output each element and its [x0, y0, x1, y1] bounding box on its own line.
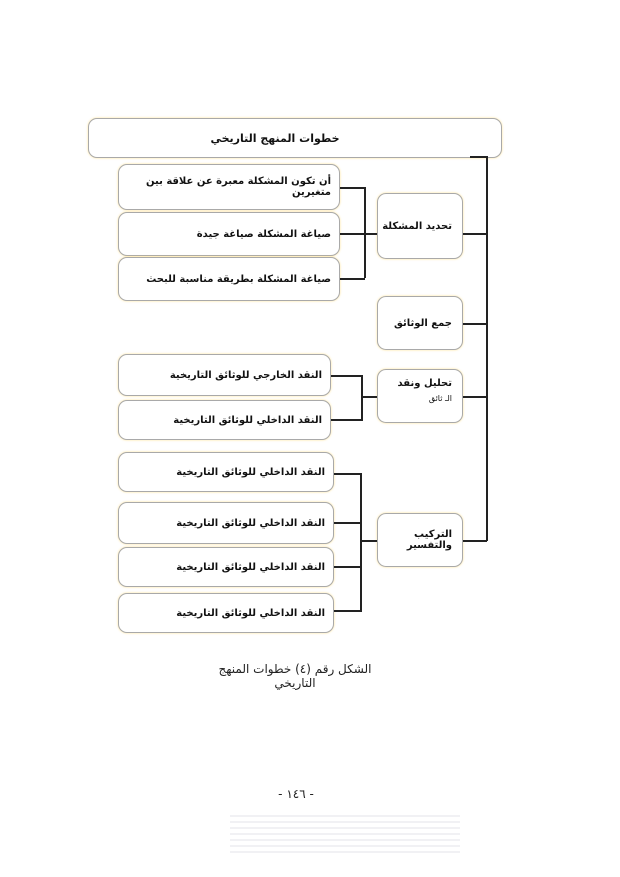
problem-item-text: صياغة المشكلة بطريقة مناسبة للبحث [146, 273, 331, 285]
connector-title-to-trunk [470, 156, 488, 158]
problem-item [118, 257, 340, 301]
page-number: - ١٤٦ - [278, 787, 314, 801]
connector-synthesis-item [334, 522, 361, 524]
synthesis-item-text: النقد الداخلي للوثائق التاريخية [176, 517, 325, 529]
critique-item [118, 400, 331, 440]
connector-trunk-step3 [463, 396, 487, 398]
step-analyze-critique [377, 369, 463, 423]
connector-problem-to-step [364, 233, 377, 235]
problem-item [118, 212, 340, 256]
connector-trunk-step1 [463, 233, 487, 235]
synthesis-item-text: النقد الداخلي للوثائق التاريخية [176, 466, 325, 478]
step-define-problem [377, 193, 463, 259]
critique-item-text: النقد الداخلي للوثائق التاريخية [173, 414, 322, 426]
problem-item-text: أن تكون المشكلة معبرة عن علاقة بين متغيرين [146, 176, 331, 198]
connector-trunk-step4 [463, 540, 487, 542]
connector-trunk [486, 156, 488, 541]
connector-synthesis-item [334, 566, 361, 568]
connector-critique-item [331, 419, 362, 421]
figure-caption: الشكل رقم (٤) خطوات المنهج التاريخي [218, 662, 372, 690]
connector-synthesis-item [334, 473, 361, 475]
critique-item [118, 354, 331, 396]
synthesis-item-text: النقد الداخلي للوثائق التاريخية [176, 607, 325, 619]
scan-artifact [230, 815, 460, 855]
step-collect-documents-label: جمع الوثائق [394, 317, 452, 329]
connector-synthesis-to-step [360, 540, 377, 542]
problem-item-text: صياغة المشكلة صياغة جيدة [196, 228, 331, 240]
critique-item-text: النقد الخارجي للوثائق التاريخية [169, 369, 322, 381]
synthesis-item [118, 502, 334, 544]
connector-critique-item [331, 375, 362, 377]
synthesis-item-text: النقد الداخلي للوثائق التاريخية [176, 561, 325, 573]
problem-item [118, 164, 340, 210]
step-analyze-critique-label-line2: الـ ثائق [428, 394, 452, 403]
connector-synthesis-vertical [360, 473, 362, 612]
synthesis-item [118, 593, 334, 633]
step-analyze-critique-label-line1: تحليل ونقد [397, 378, 452, 389]
synthesis-item [118, 452, 334, 492]
step-collect-documents [377, 296, 463, 350]
connector-trunk-step2 [463, 323, 487, 325]
diagram-title-box [88, 118, 502, 158]
connector-problem-item [340, 278, 365, 280]
connector-critique-vertical [361, 375, 363, 421]
step-synthesis-label: التركيب والتفسير [406, 529, 452, 551]
step-synthesis-interpretation [377, 513, 463, 567]
connector-problem-item [340, 233, 365, 235]
connector-synthesis-item [334, 610, 361, 612]
connector-problem-item [340, 187, 365, 189]
synthesis-item [118, 547, 334, 587]
step-define-problem-label: تحديد المشكلة [382, 220, 452, 232]
connector-critique-to-step [361, 396, 377, 398]
diagram-title: خطوات المنهج التاريخي [210, 131, 340, 145]
